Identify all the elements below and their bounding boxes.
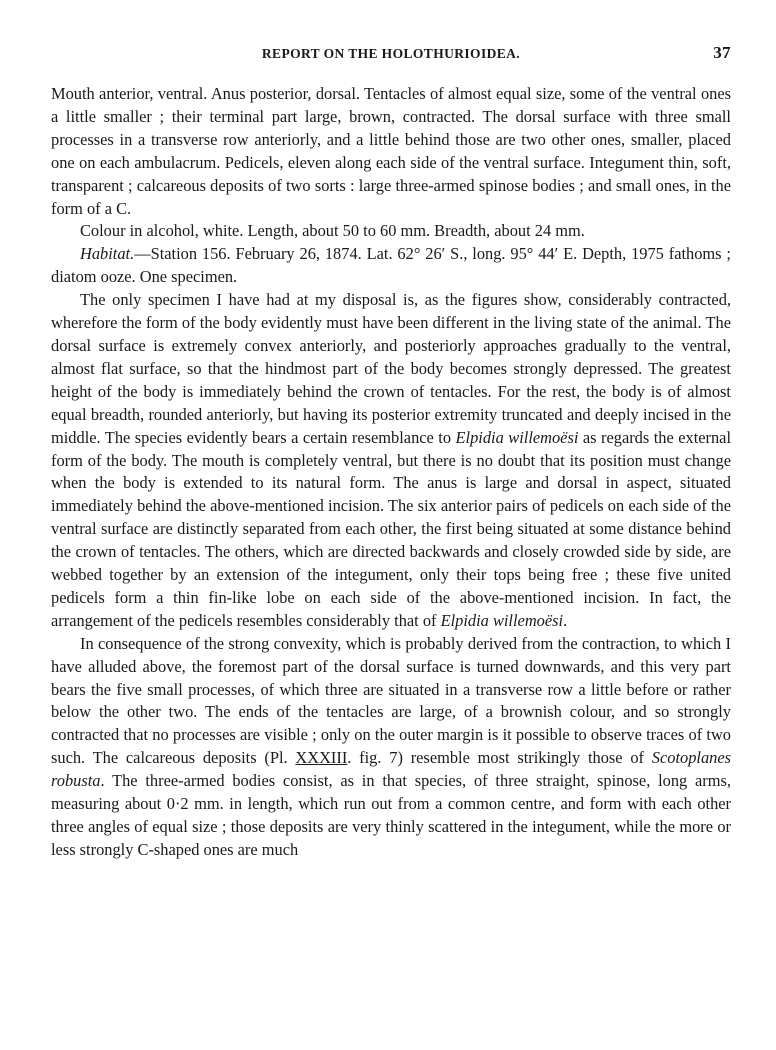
running-title: REPORT ON THE HOLOTHURIOIDEA. xyxy=(261,46,521,61)
description-text-2: as regards the external form of the body. The mouth is completely ventral, but there is no doubt that its position must change when the body is extended to its natural form. The anus is large and dorsal in aspect, situated immediately behind the above-mentioned incision. The six anterior pairs of pedicels on each side of the ventral surface are distinctly separated from each other, the first being situated at some distance behind the crown of tentacles. The others, which are directed backwards and closely crowded side by side, are webbed together by an extension of the integument, only their tops being free ; these five united pedicels form a thin fin-like lobe on each side of the above-mentioned incision. In fact, the arrangement of the pedicels resembles considerably that of xyxy=(51,427,732,630)
habitat-text: —Station 156. February 26, 1874. Lat. 62° 26′ S., long. 95° 44′ E. Depth, 1975 fathoms ; diatom ooze. One specimen. xyxy=(51,244,731,287)
paragraph-convexity xyxy=(51,633,731,862)
species-name: Elpidia willemoësi xyxy=(440,610,564,630)
habitat-label: Habitat. xyxy=(80,244,135,264)
running-header xyxy=(51,44,731,66)
convexity-text-1: In consequence of the strong convexity, which is probably derived from the contraction, to which I have alluded above, the foremost part of the dorsal surface is turned downwards, and this very part bears the five small processes, of which three are situated in a transverse row a little before or rather below the other two. The ends of the tentacles are large, of a brownish colour, and so strongly contracted that no processes are visible ; only on the outer margin is it possible to observe traces of two such. The calcareous deposits (Pl. xyxy=(51,633,731,768)
description-text-1: The only specimen I have had at my disposal is, as the figures show, considerably contracted, wherefore the form of the body evidently must have been different in the living state of the animal. The dorsal surface is extremely convex anteriorly, and posteriorly approaches gradually to the ventral, almost flat surface, so that the hindmost part of the body becomes strongly depressed. The greatest height of the body is immediately behind the crown of tentacles. For the rest, the body is of almost equal breadth, rounded anteriorly, but having its posterior extremity truncated and deeply incised in the middle. The species evidently bears a certain resemblance to xyxy=(51,290,731,447)
convexity-text-2: . fig. 7) resemble most strikingly those of xyxy=(347,748,652,768)
species-name: Scotoplanes robusta xyxy=(51,748,731,791)
convexity-text-3: . The three-armed bodies consist, as in that species, of three straight, spinose, long arms, measuring about 0·2 mm. in length, which run out from a common centre, and form with each other three angles of equal size ; those deposits are very thinly scattered in the integument, while the more or less strongly C-shaped ones are much xyxy=(51,771,731,859)
paragraph-description xyxy=(51,289,731,633)
paragraph-diagnosis: Mouth anterior, ventral. Anus posterior, dorsal. Tentacles of almost equal size, some of the ventral ones a little smaller ; their terminal part large, brown, contracted. The dorsal surface with three small processes in a transverse row anteriorly, and a little behind those are two other ones, smaller, placed one on each ambulacrum. Pedicels, eleven along each side of the ventral surface. Integument thin, soft, transparent ; calcareous deposits of two sorts : large three-armed spinose bodies ; and small ones, in the form of a C. xyxy=(51,84,731,218)
body-text xyxy=(51,83,731,862)
species-name: Elpidia willemoësi xyxy=(455,427,579,447)
paragraph-habitat xyxy=(51,243,731,289)
plate-reference: XXXIII xyxy=(295,748,348,768)
paragraph-colour: Colour in alcohol, white. Length, about 50 to 60 mm. Breadth, about 24 mm. xyxy=(80,221,585,241)
page-number: 37 xyxy=(713,43,731,62)
description-text-3: . xyxy=(563,610,568,630)
